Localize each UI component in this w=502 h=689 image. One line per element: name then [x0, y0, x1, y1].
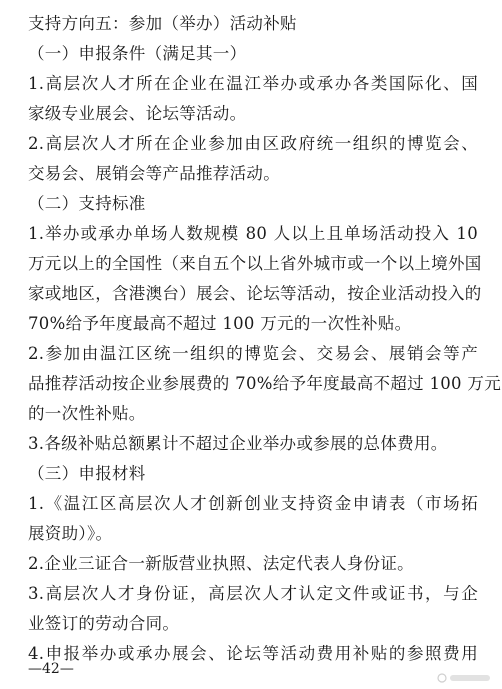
- watermark-icon: [436, 671, 496, 685]
- paragraph-line: 3.各级补贴总额累计不超过企业举办或参展的总体费用。: [28, 434, 448, 453]
- paragraph-line: 的一次性补贴。: [28, 404, 146, 423]
- subheading-materials: （三）申报材料: [28, 464, 146, 483]
- paragraph-line: 业签订的劳动合同。: [28, 614, 180, 633]
- paragraph-line: 4.申报举办或承办展会、论坛等活动费用补贴的参照费用: [28, 644, 478, 663]
- paragraph-line: 展资助）》。: [28, 524, 113, 543]
- page-number: —42—: [28, 661, 74, 677]
- paragraph-line: 2.企业三证合一新版营业执照、法定代表人身份证。: [28, 554, 414, 573]
- paragraph-line: 1.举办或承办单场人数规模 80 人以上且单场活动投入 10: [28, 224, 478, 243]
- paragraph-line: 2.参加由温江区统一组织的博览会、交易会、展销会等产: [28, 344, 478, 363]
- paragraph-line: 万元以上的全国性（来自五个以上省外城市或一个以上境外国: [28, 254, 482, 273]
- paragraph-line: 家或地区，含港澳台）展会、论坛等活动，按企业活动投入的: [28, 284, 482, 303]
- paragraph-line: 2.高层次人才所在企业参加由区政府统一组织的博览会、: [28, 134, 478, 153]
- paragraph-line: 1.高层次人才所在企业在温江举办或承办各类国际化、国: [28, 74, 478, 93]
- subheading-standards: （二）支持标准: [28, 194, 146, 213]
- subheading-conditions: （一）申报条件（满足其一）: [28, 44, 247, 63]
- paragraph-line: 家级专业展会、论坛等活动。: [28, 104, 247, 123]
- paragraph-line: 70%给予年度最高不超过 100 万元的一次性补贴。: [28, 314, 412, 333]
- paragraph-line: 1.《温江区高层次人才创新创业支持资金申请表（市场拓: [28, 494, 478, 513]
- paragraph-line: 品推荐活动按企业参展费的 70%给予年度最高不超过 100 万元: [28, 374, 502, 393]
- paragraph-line: 交易会、展销会等产品推荐活动。: [28, 164, 280, 183]
- paragraph-line: 3.高层次人才身份证，高层次人才认定文件或证书，与企: [28, 584, 478, 603]
- section-heading: 支持方向五：参加（举办）活动补贴: [28, 14, 297, 33]
